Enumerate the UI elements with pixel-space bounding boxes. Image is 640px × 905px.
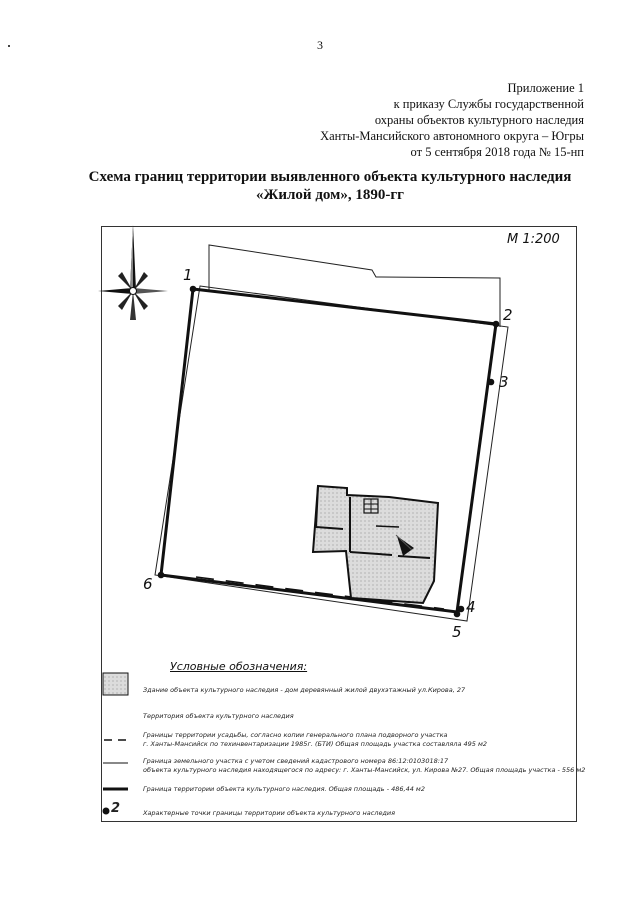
legend-item-text: объекта культурного наследия находящегося по адресу: г. Ханты-Мансийск, ул. Кирова №27. Общая площадь участка - 556 м2 bbox=[143, 766, 586, 774]
boundary-point-6 bbox=[158, 572, 165, 579]
scale-label: М 1:200 bbox=[507, 232, 560, 247]
appendix-line: от 5 сентября 2018 года № 15-нп bbox=[410, 145, 584, 159]
point-label-1: 1 bbox=[183, 266, 193, 284]
legend-item-estate-boundary bbox=[143, 731, 487, 749]
heritage-territory-boundary bbox=[161, 289, 496, 612]
legend-building-swatch bbox=[103, 673, 128, 695]
legend-item-text: Характерные точки границы территории объекта культурного наследия bbox=[143, 809, 396, 817]
legend-item-territory bbox=[143, 712, 294, 721]
estate-boundary-line bbox=[209, 245, 500, 327]
legend-point-number: 2 bbox=[111, 801, 121, 816]
legend-item-territory-boundary bbox=[143, 785, 425, 794]
point-label-4: 4 bbox=[466, 598, 476, 616]
appendix-line: к приказу Службы государственной bbox=[393, 97, 584, 111]
boundary-point-2 bbox=[493, 321, 500, 328]
title-line-2: «Жилой дом», 1890-гг bbox=[256, 187, 404, 203]
boundary-point-3 bbox=[488, 379, 495, 386]
boundary-point-5 bbox=[454, 611, 461, 618]
compass-rose-icon bbox=[98, 225, 168, 320]
point-label-3: 3 bbox=[499, 373, 509, 391]
legend-item-text: г. Ханты-Мансийск по техинвентаризации 1985г. (БТИ) Общая площадь участка составляла 495 м2 bbox=[143, 740, 488, 748]
appendix-line: охраны объектов культурного наследия bbox=[374, 113, 584, 127]
heritage-building-footprint bbox=[313, 486, 438, 603]
appendix-line: Приложение 1 bbox=[507, 81, 584, 95]
appendix-line: Ханты-Мансийского автономного округа – Югры bbox=[320, 129, 584, 143]
page-number: 3 bbox=[317, 38, 323, 52]
boundary-point-1 bbox=[190, 286, 197, 293]
boundary-point-markers bbox=[158, 286, 500, 618]
point-label-2: 2 bbox=[503, 306, 513, 324]
legend-item-cadastral-boundary bbox=[143, 757, 585, 775]
legend-item-text: Граница территории объекта культурного наследия. Общая площадь - 486,44 м2 bbox=[143, 785, 425, 793]
legend-point-icon bbox=[103, 808, 110, 815]
legend-item-text: Территория объекта культурного наследия bbox=[143, 712, 294, 720]
legend-item-text: Границы территории усадьбы, согласно копии генерального плана подворного участка bbox=[143, 731, 448, 739]
point-label-5: 5 bbox=[452, 623, 462, 641]
legend-item-text: Граница земельного участка с учетом сведений кадастрового номера 86:12:0103018:17 bbox=[143, 757, 449, 765]
point-label-6: 6 bbox=[143, 575, 153, 593]
title-line-1: Схема границ территории выявленного объекта культурного наследия bbox=[88, 169, 572, 185]
legend-item-text: Здание объекта культурного наследия - дом деревянный жилой двухэтажный ул.Кирова, 27 bbox=[143, 686, 466, 694]
cadastral-parcel-boundary bbox=[155, 286, 508, 621]
legend-item-building bbox=[143, 686, 465, 695]
legend-title: Условные обозначения: bbox=[170, 660, 308, 673]
legend-item-points bbox=[143, 809, 395, 818]
